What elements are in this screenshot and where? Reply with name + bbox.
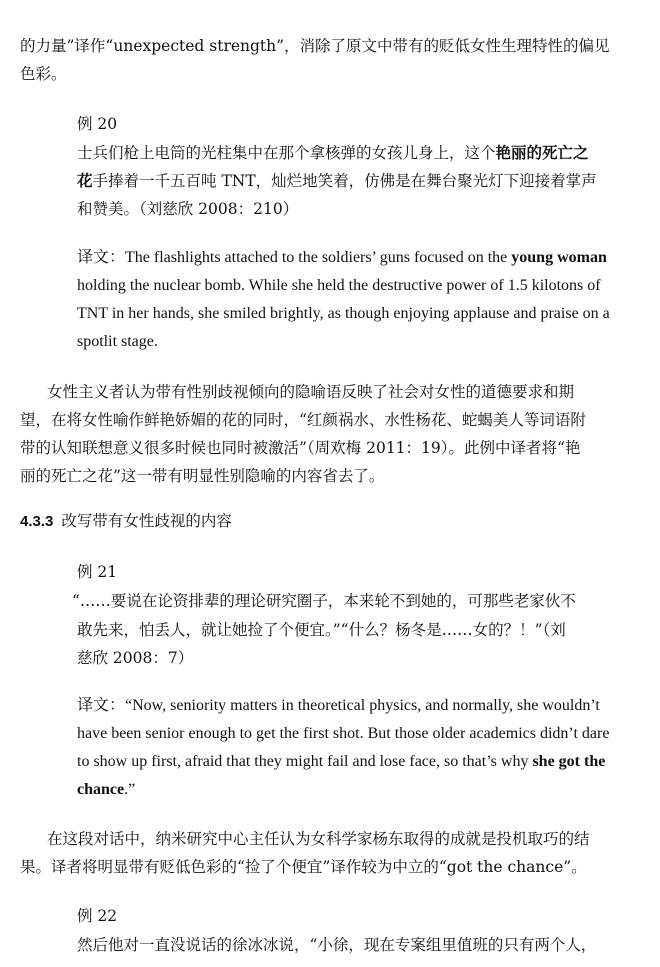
example-21-source-line-2: 敢先来，怕丢人，就让她捡了个便宜。”“什么？杨冬是……女的？！”（刘 [77, 621, 566, 639]
feminist-paragraph-line-4: 丽的死亡之花”这一带有明显性别隐喻的内容省去了。 [20, 467, 385, 485]
dialogue-paragraph-line-1: 在这段对话中，纳米研究中心主任认为女科学家杨东取得的成就是投机取巧的结 [47, 830, 590, 848]
example-20-translation-line-4: spotlit stage. [77, 333, 158, 350]
example-21-translation-line-3: to show up first, afraid that they might fail and lose face, so that’s why she got the [77, 753, 606, 770]
bold-phrase: chance [77, 781, 125, 798]
bold-phrase: young woman [511, 249, 607, 266]
bold-phrase: she got the [532, 753, 606, 770]
intro-line-1: 的力量”译作“unexpected strength”，消除了原文中带有的贬低女性生理特性的偏见 [20, 37, 610, 55]
example-21-translation-line-1: 译文：“Now, seniority matters in theoretical physics, and normally, she wouldn’t [77, 697, 600, 714]
example-20-translation-line-1: 译文：The flashlights attached to the soldiers’ guns focused on the young woman [77, 249, 607, 266]
section-number: 4.3.3 [20, 513, 54, 530]
bold-phrase: 艳丽的死亡之 [495, 143, 589, 162]
example-20-translation-line-2: holding the nuclear bomb. While she held the destructive power of 1.5 kilotons of [77, 277, 601, 294]
example-20-label: 例 20 [77, 115, 118, 133]
feminist-paragraph-line-1: 女性主义者认为带有性别歧视倾向的隐喻语反映了社会对女性的道德要求和期 [47, 383, 575, 401]
example-20-source-line-1: 士兵们枪上电筒的光柱集中在那个拿核弹的女孩儿身上，这个艳丽的死亡之 [77, 143, 589, 162]
example-21-source-line-1: “……要说在论资排辈的理论研究圈子，本来轮不到她的，可那些老家伙不 [72, 592, 576, 610]
example-20-source-line-3: 和赞美。（刘慈欣 2008：210） [77, 200, 299, 218]
dialogue-paragraph-line-2: 果。译者将明显带有贬低色彩的“捡了个便宜”译作较为中立的“got the chance”。 [20, 858, 587, 876]
example-20-translation-line-3: TNT in her hands, she smiled brightly, as though enjoying applause and praise on a [77, 305, 610, 322]
feminist-paragraph-line-3: 带的认知联想意义很多时候也同时被激活”（周欢梅 2011：19）。此例中译者将“艳 [20, 439, 581, 457]
intro-line-2: 色彩。 [20, 65, 67, 83]
section-heading [20, 511, 232, 532]
section-title: 改写带有女性歧视的内容 [61, 512, 232, 530]
example-21-translation-line-4: chance.” [77, 781, 136, 798]
example-20-source-line-2: 花手捧着一千五百吨 TNT，灿烂地笑着，仿佛是在舞台聚光灯下迎接着掌声 [77, 171, 597, 190]
example-21-label: 例 21 [77, 563, 118, 581]
example-21-source-line-3: 慈欣 2008：7） [77, 649, 194, 667]
example-22-label: 例 22 [77, 907, 118, 925]
example-21-translation-line-2: have been senior enough to get the first shot. But those older academics didn’t dare [77, 725, 610, 742]
example-22-source-line-1: 然后他对一直没说话的徐冰冰说，“小徐，现在专案组里值班的只有两个人， [77, 936, 597, 954]
feminist-paragraph-line-2: 望，在将女性喻作鲜艳娇媚的花的同时，“红颜祸水、水性杨花、蛇蝎美人等词语附 [20, 411, 586, 429]
bold-phrase: 花 [77, 171, 93, 190]
